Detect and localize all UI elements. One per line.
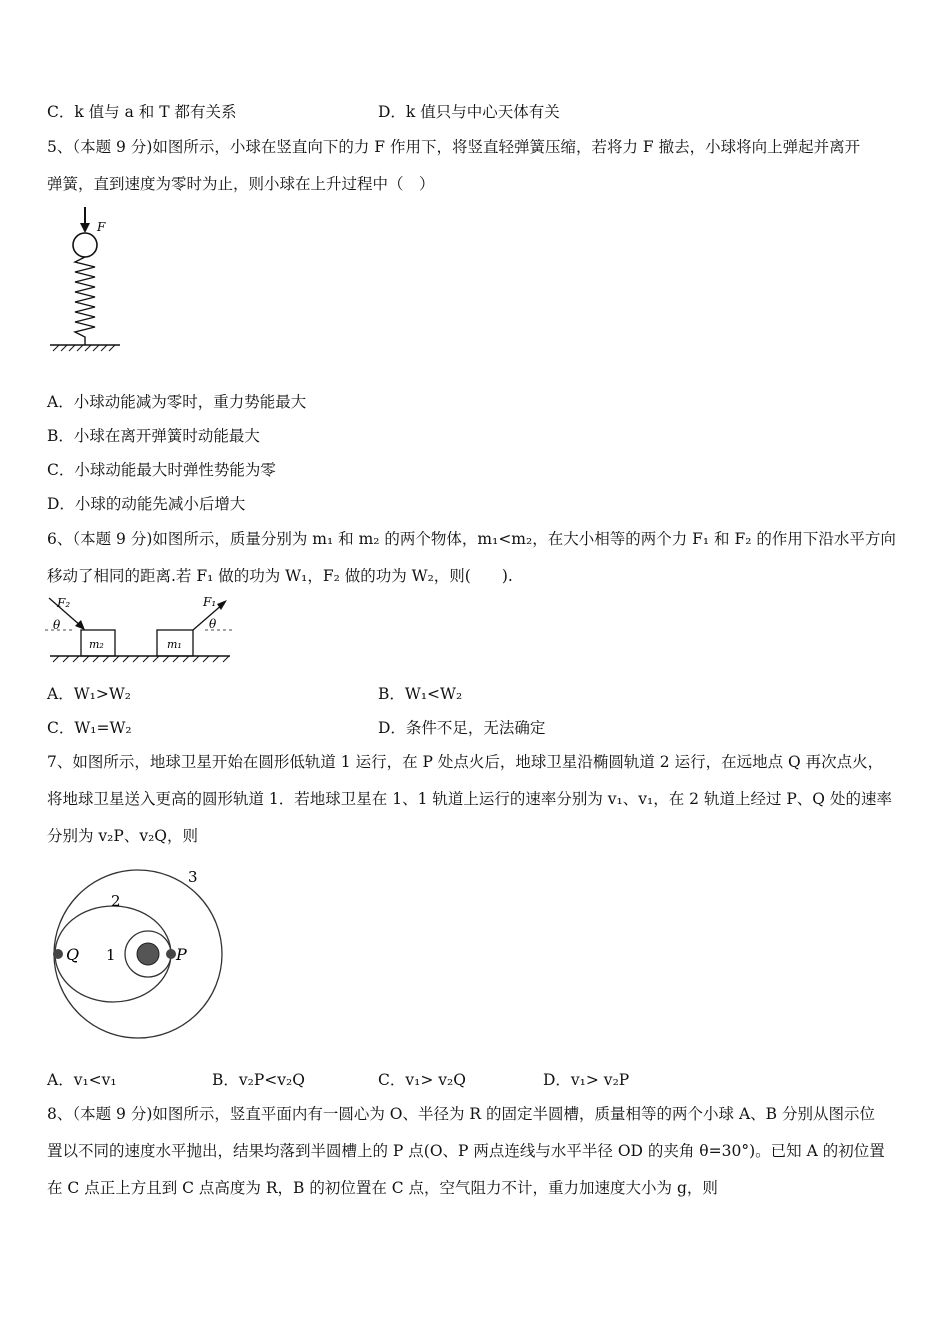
label-p: P xyxy=(176,945,187,964)
label-orbit-2: 2 xyxy=(111,892,121,910)
q5-stem-line1: 5、（本题 9 分)如图所示，小球在竖直向下的力 F 作用下，将竖直轻弹簧压缩，若将力 F 撤去，小球将向上弹起并离开 xyxy=(47,138,861,156)
spring xyxy=(75,257,95,345)
two-blocks-figure xyxy=(45,592,235,672)
q7-stem-line2: 将地球卫星送入更高的圆形轨道 1．若地球卫星在 1、1 轨道上运行的速率分别为 v₁、v₁，在 2 轨道上经过 P、Q 处的速率 xyxy=(47,790,892,808)
label-orbit-1: 1 xyxy=(106,946,116,964)
earth xyxy=(137,943,159,965)
ball xyxy=(73,233,97,257)
m1-label: m₁ xyxy=(167,638,182,651)
q5-option-b: B．小球在离开弹簧时动能最大 xyxy=(47,427,260,445)
m2-label: m₂ xyxy=(89,638,104,651)
orbit-figure xyxy=(48,862,238,1052)
q6-option-c: C．W₁=W₂ xyxy=(47,719,132,737)
force-arrow-head xyxy=(80,223,90,233)
q5-option-a: A．小球动能减为零时，重力势能最大 xyxy=(47,393,307,411)
label-q: Q xyxy=(66,945,80,964)
f2-label: F₂ xyxy=(57,596,71,610)
point-q xyxy=(53,949,63,959)
q7-option-a: A．v₁<v₁ xyxy=(47,1071,117,1089)
q6-option-a: A．W₁>W₂ xyxy=(47,685,131,703)
q5-stem-line2: 弹簧，直到速度为零时为止，则小球在上升过程中（ ） xyxy=(47,175,435,193)
q8-stem-line2: 置以不同的速度水平抛出，结果均落到半圆槽上的 P 点(O、P 两点连线与水平半径 OD 的夹角 θ=30°)。已知 A 的初位置 xyxy=(47,1142,885,1160)
f1-label: F₁ xyxy=(203,595,217,609)
q5-option-c: C．小球动能最大时弹性势能为零 xyxy=(47,461,276,479)
q7-stem-line1: 7、如图所示，地球卫星开始在圆形低轨道 1 运行，在 P 处点火后，地球卫星沿椭圆轨道 2 运行，在远地点 Q 再次点火， xyxy=(47,753,884,771)
q8-stem-line3: 在 C 点正上方且到 C 点高度为 R，B 的初位置在 C 点，空气阻力不计，重力加速度大小为 g，则 xyxy=(47,1179,718,1197)
q6-option-d: D．条件不足，无法确定 xyxy=(378,719,546,737)
q7-option-b: B．v₂P<v₂Q xyxy=(212,1071,305,1089)
q7-stem-line3: 分别为 v₂P、v₂Q，则 xyxy=(47,827,199,845)
q6-option-b: B．W₁<W₂ xyxy=(378,685,463,703)
theta-left-label: θ xyxy=(53,618,61,632)
q6-stem-line1: 6、（本题 9 分)如图所示，质量分别为 m₁ 和 m₂ 的两个物体，m₁<m₂，在大小相等的两个力 F₁ 和 F₂ 的作用下沿水平方向 xyxy=(47,530,896,548)
label-orbit-3: 3 xyxy=(188,868,198,886)
force-label: F xyxy=(97,220,106,234)
q6-stem-line2: 移动了相同的距离.若 F₁ 做的功为 W₁，F₂ 做的功为 W₂，则( ). xyxy=(47,567,513,585)
q4-option-d: D．k 值只与中心天体有关 xyxy=(378,103,560,121)
q4-option-c: C．k 值与 a 和 T 都有关系 xyxy=(47,103,237,121)
q7-option-d: D．v₁> v₂P xyxy=(543,1071,630,1089)
theta-right-label: θ xyxy=(209,617,217,631)
spring-ball-figure xyxy=(45,205,125,355)
q5-option-d: D．小球的动能先减小后增大 xyxy=(47,495,246,513)
q7-option-c: C．v₁> v₂Q xyxy=(378,1071,466,1089)
q8-stem-line1: 8、（本题 9 分)如图所示，竖直平面内有一圆心为 O、半径为 R 的固定半圆槽，质量相等的两个小球 A、B 分别从图示位 xyxy=(47,1105,875,1123)
point-p xyxy=(166,949,176,959)
